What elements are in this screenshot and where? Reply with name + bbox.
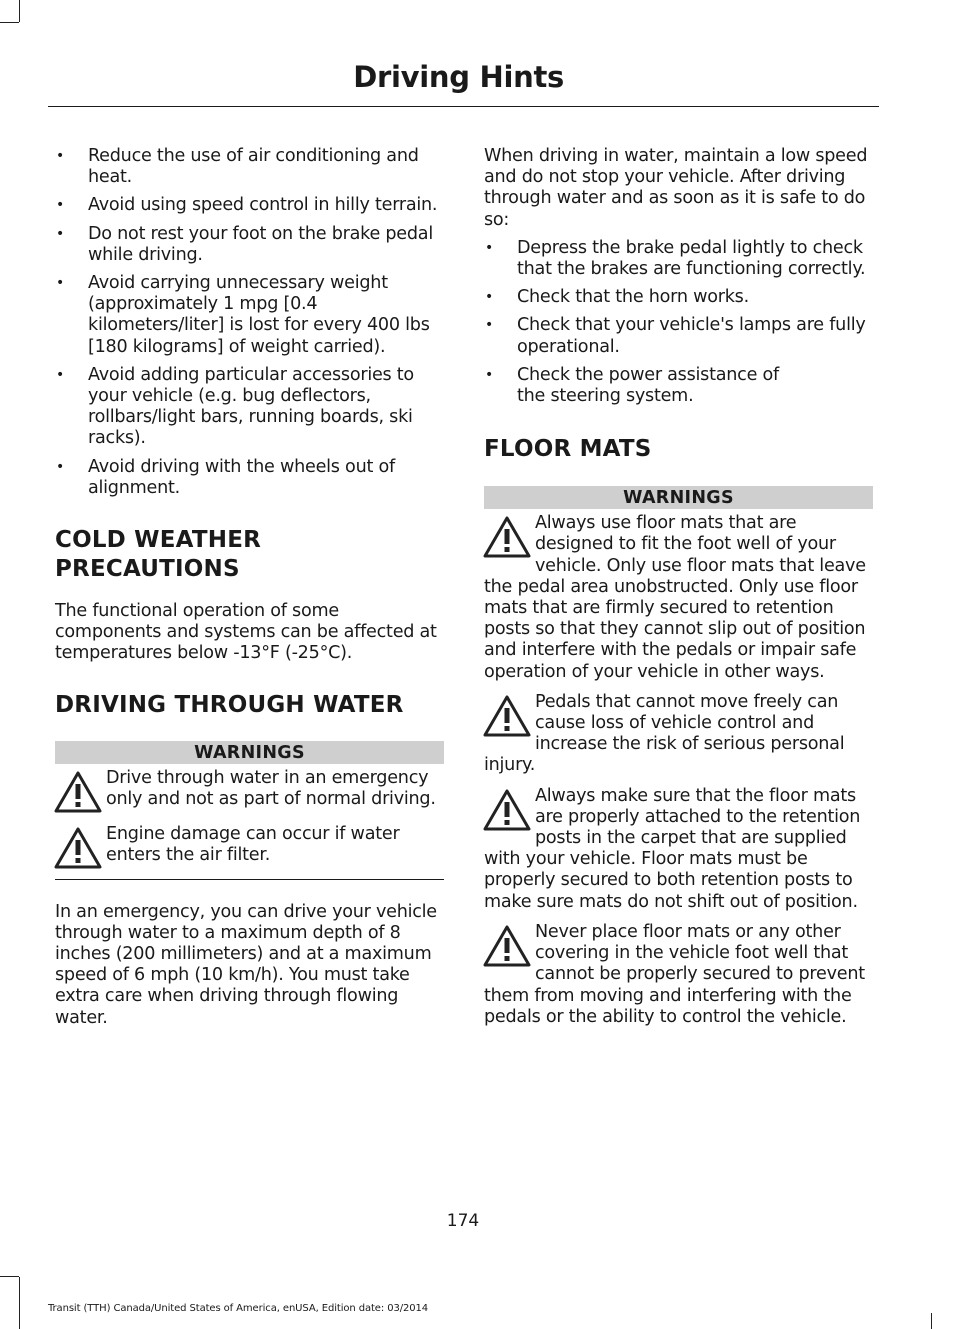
warning-text: Drive through water in an emergency only and not as part of normal driving. bbox=[106, 767, 436, 809]
warning-text: Never place floor mats or any other covering in the vehicle foot well that cannot be properly secured to prevent them from moving and interfering with the pedals or the ability to control the vehicle. bbox=[484, 921, 865, 1027]
list-item: • Check that the horn works. bbox=[485, 287, 749, 308]
warning-block bbox=[484, 922, 873, 1028]
warning-triangle-icon bbox=[53, 826, 103, 870]
warning-text: Pedals that cannot move freely can cause loss of vehicle control and increase the risk of serious personal injury. bbox=[484, 691, 845, 776]
page-title: Driving Hints bbox=[353, 60, 564, 94]
warning-block bbox=[484, 513, 873, 683]
list-item: • Check the power assistance of the steering system. bbox=[485, 364, 779, 407]
economy-tips-list bbox=[55, 146, 444, 499]
warning-text: Always make sure that the floor mats are properly attached to the retention posts in the carpet that are supplied with your vehicle. Floor mats must be properly secured to both retention posts to make sure mats do not shift out of position. bbox=[484, 785, 861, 912]
water-depth-text: In an emergency, you can drive your vehicle through water to a maximum depth of 8 inches (200 millimeters) and at a maximum speed of 6 mph (10 km/h). You must take extra care when driving through flowing water. bbox=[55, 901, 437, 1028]
crop-mark bbox=[19, 0, 20, 22]
warning-triangle-icon bbox=[53, 770, 103, 814]
crop-mark bbox=[0, 1276, 19, 1277]
crop-mark bbox=[0, 22, 19, 23]
warning-block bbox=[55, 768, 444, 814]
list-item: • Reduce the use of air conditioning and heat. bbox=[56, 146, 419, 188]
list-item: • Avoid carrying unnecessary weight (approximately 1 mpg [0.4 kilometers/liter] is lost for every 400 lbs [180 kilograms] of weight carried). bbox=[56, 273, 430, 357]
water-intro-text: When driving in water, maintain a low speed and do not stop your vehicle. After driving through water and as soon as it is safe to do so: bbox=[484, 146, 868, 230]
warning-triangle-icon bbox=[482, 515, 532, 559]
list-item: • Check that your vehicle's lamps are fully operational. bbox=[485, 315, 866, 357]
driving-through-water-heading: DRIVING THROUGH WATER bbox=[55, 691, 404, 718]
warning-block bbox=[484, 786, 873, 913]
warnings-divider bbox=[55, 879, 444, 880]
warnings-header: WARNINGS bbox=[55, 741, 444, 764]
header-divider bbox=[48, 106, 879, 107]
warnings-header: WARNINGS bbox=[484, 486, 873, 509]
warning-block bbox=[55, 824, 444, 870]
list-item: • Avoid driving with the wheels out of alignment. bbox=[56, 456, 395, 498]
list-item: • Avoid using speed control in hilly terrain. bbox=[56, 195, 438, 216]
warning-triangle-icon bbox=[482, 788, 532, 832]
warning-triangle-icon bbox=[482, 924, 532, 968]
warning-block bbox=[484, 692, 873, 777]
right-column bbox=[484, 146, 873, 1028]
warning-triangle-icon bbox=[482, 694, 532, 738]
cold-weather-heading: COLD WEATHER PRECAUTIONS bbox=[55, 527, 262, 583]
left-column bbox=[55, 146, 444, 1029]
floor-mats-heading: FLOOR MATS bbox=[484, 436, 652, 463]
cold-weather-text: The functional operation of some components and systems can be affected at temperatures below -13°F (-25°C). bbox=[55, 601, 437, 664]
list-item: • Do not rest your foot on the brake pedal while driving. bbox=[56, 223, 433, 265]
warning-text: Always use floor mats that are designed to fit the foot well of your vehicle. Only use floor mats that leave the pedal area unobstructed. Only use floor mats that are firmly secured to retention posts so that they cannot slip out of position and interfere with the pedals or impair safe operation of your vehicle in other ways. bbox=[484, 513, 866, 682]
warning-text: Engine damage can occur if water enters the air filter. bbox=[106, 823, 400, 865]
after-water-checklist bbox=[484, 238, 873, 407]
crop-mark bbox=[931, 1313, 932, 1329]
page-number: 174 bbox=[446, 1211, 480, 1231]
crop-mark bbox=[19, 1277, 20, 1329]
edition-footer: Transit (TTH) Canada/United States of America, enUSA, Edition date: 03/2014 bbox=[48, 1303, 429, 1314]
list-item: • Avoid adding particular accessories to your vehicle (e.g. bug deflectors, rollbars/light bars, running boards, ski racks). bbox=[56, 364, 414, 449]
list-item: • Depress the brake pedal lightly to check that the brakes are functioning correctly. bbox=[485, 237, 866, 280]
